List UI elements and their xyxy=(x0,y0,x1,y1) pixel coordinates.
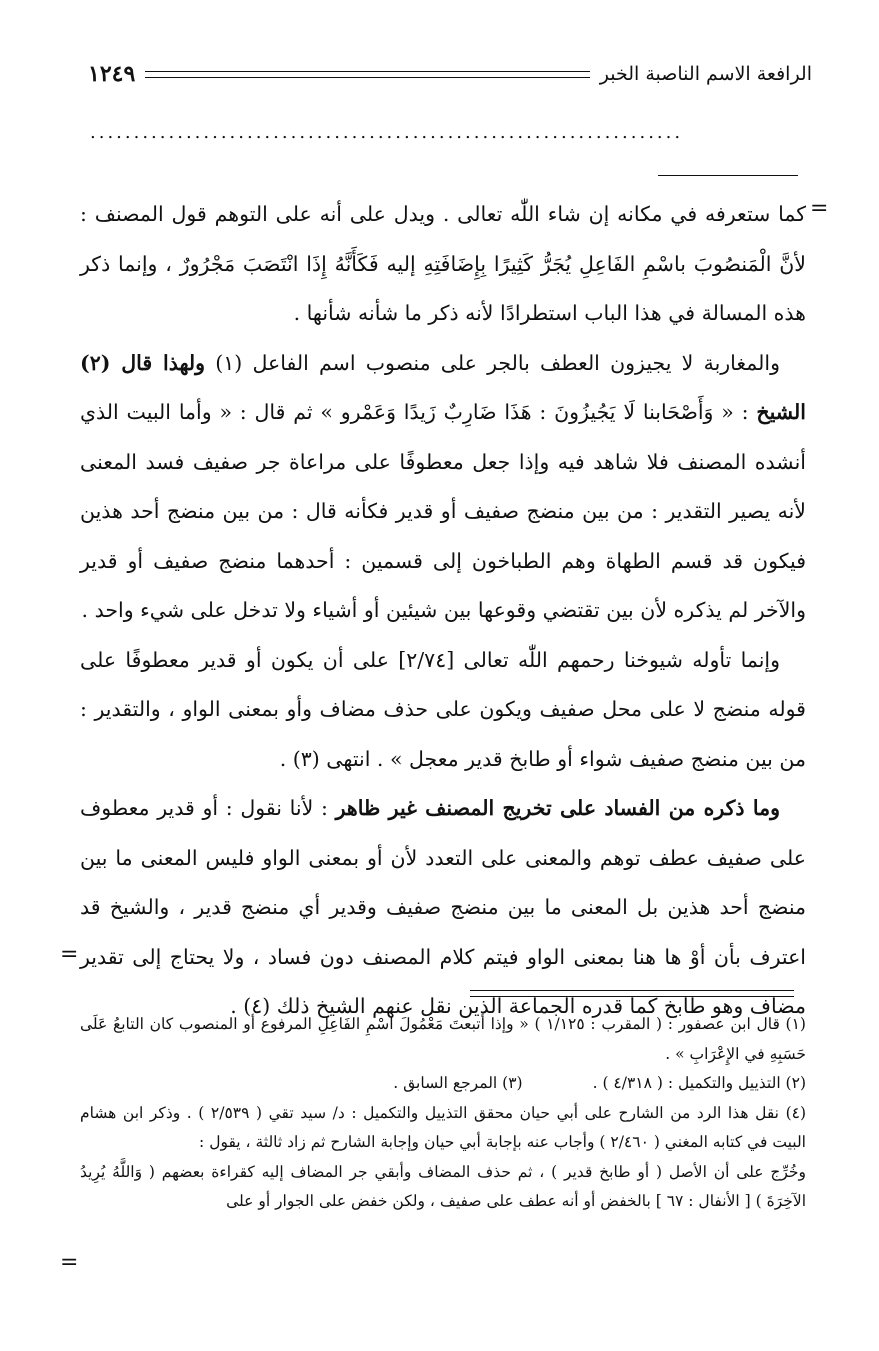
continuation-mark-body-end: = xyxy=(60,942,79,967)
footnotes xyxy=(80,1010,806,1217)
paragraph-3: وإنما تأوله شيوخنا رحمهم اللّٰه تعالى [٢/٧٤] على أن يكون أو قدير معطوفًا على قوله منضج لا على محل صفيف ويكون على حذف مضاف وأو بمعنى الواو ، والتقدير : من بين منضج صفيف شواء أو طابخ قدير معجل » . انتهى (٣) . xyxy=(80,647,806,771)
footnote-2: (٢) التذييل والتكميل : ( ٤/٣١٨ ) . xyxy=(592,1074,806,1092)
paragraph-2-part-a: والمغاربة لا يجيزون العطف بالجر على منصوب اسم الفاعل (١) xyxy=(205,350,780,375)
continuation-mark-footnote-end: = xyxy=(60,1250,79,1275)
footnote-3: (٣) المرجع السابق . xyxy=(393,1074,523,1092)
running-header xyxy=(88,56,812,92)
paragraph-2 xyxy=(80,339,806,636)
header-title: الرافعة الاسم الناصبة الخبر xyxy=(599,63,812,85)
dotted-separator: .................................................................... xyxy=(90,122,684,142)
page-number: ١٢٤٩ xyxy=(88,61,136,87)
paragraph-4-bold: وما ذكره من الفساد على تخريج المصنف غير ظاهر xyxy=(335,796,780,820)
footnote-row-2-3 xyxy=(80,1069,806,1099)
paragraph-4-rest: : لأنا نقول : أو قدير معطوف على صفيف عطف توهم والمعنى على التعدد لأن أو بمعنى الواو فليس المعنى ما بين منضج أحد هذين بل المعنى ما بين منضج صفيف وقدير أي منضج قدير ، والشيخ قد اعترف بأن أوْ ها هنا بمعنى الواو فيتم كلام المصنف دون فساد ، ولا يحتاج إلى تقدير مضاف وهو طابخ كما قدره الجماعة الذين نقل عنهم الشيخ ذلك (٤) . xyxy=(80,796,806,1018)
main-text xyxy=(80,190,806,1032)
top-short-rule xyxy=(658,175,798,176)
footnote-4-continuation: وخُرِّج على أن الأصل ( أو طابخ قدير ) ، ثم حذف المضاف وأبقي جر المضاف إليه كقراءة بعضهم ( وَاللَّهُ يُرِيدُ الآخِرَةَ ) [ الأنفال : ٦٧ ] بالخفض أو أنه عطف على صفيف ، ولكن خفض على الجوار أو على xyxy=(80,1162,806,1210)
paragraph-2-part-c: : « وَأَصْحَابنا لَا يَجُيزُونَ : هَذَا ضَارِبٌ زَيدًا وَعَمْرو » ثم قال : « وأما البيت الذي أنشده المصنف فلا شاهد فيه وإذا جعل معطوفًا على مراعاة جر صفيف فسد المعنى لأنه يصير التقدير : من بين منضج صفيف أو قدير فكأنه قال : من بين منضج أحد هذين فيكون قد قسم الطهاة وهم الطباخون إلى قسمين : أحدهما منضج صفيف أو قدير والآخر لم يذكره لأن بين تقتضي وقوعها بين شيئين أو أشياء ولا تدخل على شيء واحد . xyxy=(80,400,806,622)
footnote-4: (٤) نقل هذا الرد من الشارح على أبي حيان محقق التذييل والتكميل : د/ سيد تقي ( ٢/٥٣٩ ) . وذكر ابن هشام البيت في كتابه المغني ( ٢/٤٦٠ ) وأجاب عنه بإجابة أبي حيان وإجابة الشارح ثم زاد ثالثة ، يقول : xyxy=(80,1103,807,1151)
footnote-1: (١) قال ابن عصفور : ( المقرب : ١/١٢٥ ) « وإذا أتبعتَ مَعْمُولَ اسْمِ الفَاعِلِ المرفوع أو المنصوب كان التابعُ عَلَى حَسَبِهِ في الإِعْرَابِ » . xyxy=(80,1015,806,1063)
paragraph-2-bold: ولهذا قال (٢) الشيخ xyxy=(80,350,806,424)
footnote-separator xyxy=(470,990,794,997)
continuation-mark-top: = xyxy=(810,196,829,221)
header-rule xyxy=(145,71,589,78)
paragraph-1: كما ستعرفه في مكانه إن شاء اللّٰه تعالى . ويدل على أنه على التوهم قول المصنف : لأنَّ الْمَنصُوبَ باسْمِ الفَاعِلِ يُجَرُّ كَثِيرًا بِإِضَافَتِهِ إليه فَكَأَنَّهُ إِذَا انْتَصَبَ مَجْرُورٌ ، وإنما ذكر هذه المسالة في هذا الباب استطرادًا لأنه ذكر ما شأنه شأنها . xyxy=(80,202,806,325)
